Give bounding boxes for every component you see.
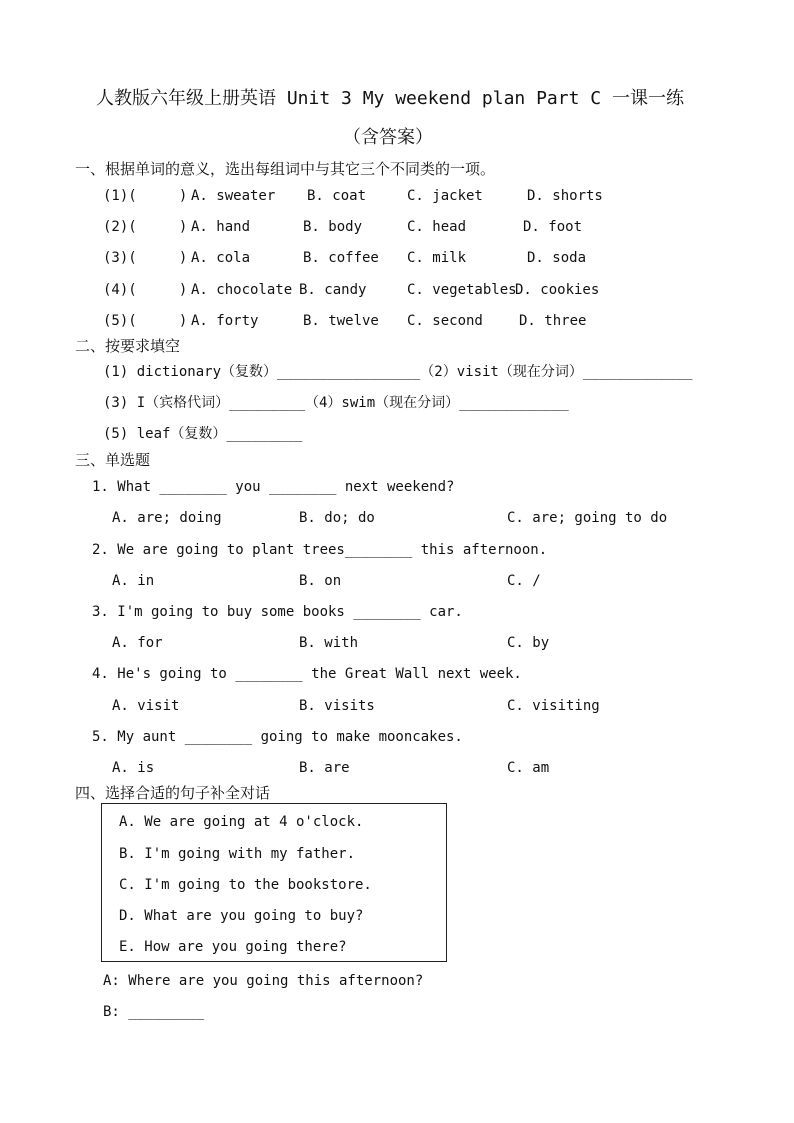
option-a: A. visit (112, 698, 180, 714)
section-4-heading: 四、选择合适的句子补全对话 (75, 784, 271, 802)
option-b: B. on (299, 573, 342, 589)
option-c: C. head (407, 219, 467, 235)
option-d: D. cookies (515, 282, 600, 298)
option-c: C. / (507, 573, 541, 589)
question-text: 3. I'm going to buy some books ________ car. (92, 604, 463, 620)
option-a: A. chocolate (191, 282, 293, 298)
option-a: A. are; doing (112, 510, 222, 526)
option-c: C. by (507, 635, 550, 651)
option-c: C. are; going to do (507, 510, 668, 526)
question-text: 2. We are going to plant trees________ this afternoon. (92, 542, 548, 558)
option-c: C. visiting (507, 698, 600, 714)
dialogue-line: A: Where are you going this afternoon? (103, 973, 424, 989)
option-a: A. cola (191, 250, 251, 266)
option-b: B. do; do (299, 510, 375, 526)
page-title: 人教版六年级上册英语 Unit 3 My weekend plan Part C 一课一练 (96, 88, 684, 109)
dialogue-option: A. We are going at 4 o'clock. (119, 814, 364, 830)
page-subtitle: （含答案） (343, 127, 433, 148)
dialogue-option: C. I'm going to the bookstore. (119, 877, 372, 893)
item-number: (2)( ) (103, 219, 188, 235)
option-d: D. three (519, 313, 587, 329)
option-a: A. in (112, 573, 155, 589)
fill-line: (5) leaf（复数）_________ (103, 426, 303, 442)
option-b: B. coat (307, 188, 367, 204)
dialogue-option: D. What are you going to buy? (119, 908, 364, 924)
fill-line: (3) I（宾格代词）_________（4）swim（现在分词）_____________ (103, 395, 569, 411)
option-d: D. foot (523, 219, 583, 235)
question-text: 1. What ________ you ________ next weekend? (92, 479, 455, 495)
option-b: B. body (303, 219, 363, 235)
item-number: (4)( ) (103, 282, 188, 298)
fill-line: (1) dictionary（复数）_________________（2）visit（现在分词）_____________ (103, 364, 693, 380)
question-text: 4. He's going to ________ the Great Wall next week. (92, 666, 522, 682)
dialogue-line: B: _________ (103, 1004, 205, 1020)
option-b: B. with (299, 635, 359, 651)
option-c: C. vegetables (407, 282, 517, 298)
option-c: C. milk (407, 250, 467, 266)
option-b: B. visits (299, 698, 375, 714)
option-c: C. second (407, 313, 483, 329)
option-b: B. are (299, 760, 350, 776)
option-c: C. am (507, 760, 550, 776)
option-b: B. twelve (303, 313, 379, 329)
section-3-heading: 三、单选题 (75, 451, 151, 469)
item-number: (5)( ) (103, 313, 188, 329)
section-2-heading: 二、按要求填空 (75, 337, 181, 355)
option-a: A. forty (191, 313, 259, 329)
option-d: D. soda (527, 250, 587, 266)
dialogue-option: E. How are you going there? (119, 939, 347, 955)
item-number: (1)( ) (103, 188, 188, 204)
option-c: C. jacket (407, 188, 483, 204)
item-number: (3)( ) (103, 250, 188, 266)
option-b: B. coffee (303, 250, 379, 266)
option-a: A. is (112, 760, 155, 776)
question-text: 5. My aunt ________ going to make mooncakes. (92, 729, 463, 745)
option-d: D. shorts (527, 188, 603, 204)
option-a: A. for (112, 635, 163, 651)
option-b: B. candy (299, 282, 367, 298)
option-a: A. sweater (191, 188, 276, 204)
option-a: A. hand (191, 219, 251, 235)
dialogue-option: B. I'm going with my father. (119, 846, 356, 862)
section-1-heading: 一、根据单词的意义，选出每组词中与其它三个不同类的一项。 (75, 160, 496, 178)
